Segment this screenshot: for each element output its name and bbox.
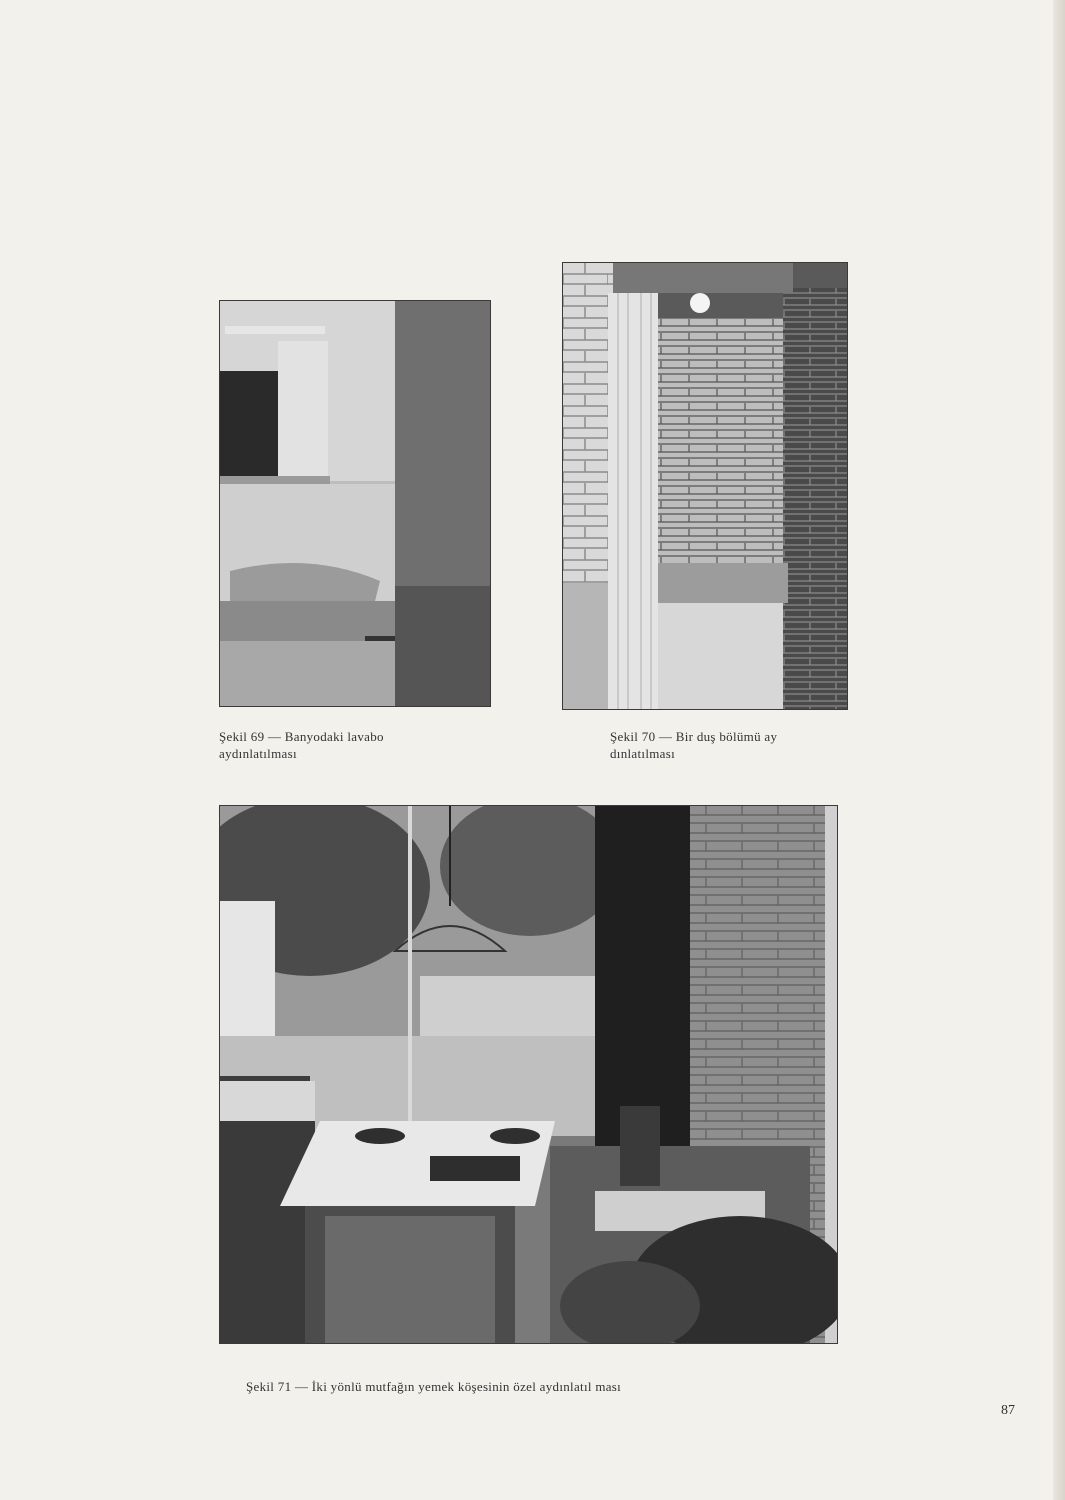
figure-70-caption xyxy=(610,728,850,762)
figure-70-caption-line1: Şekil 70 — Bir duş bölümü ay xyxy=(610,729,778,744)
figure-70-caption-line2: dınlatılması xyxy=(610,746,675,761)
figure-69-caption-line2: aydınlatılması xyxy=(219,746,297,761)
figure-70-photo xyxy=(562,262,848,710)
page-edge xyxy=(1053,0,1065,1500)
figure-71-photo xyxy=(219,805,838,1344)
figure-69-caption xyxy=(219,728,479,762)
figure-71-caption xyxy=(246,1378,866,1395)
page-number: 87 xyxy=(1001,1403,1015,1418)
figure-69-photo xyxy=(219,300,491,707)
figure-69-caption-line1: Şekil 69 — Banyodaki lavabo xyxy=(219,729,384,744)
figure-71-caption-line1: Şekil 71 — İki yönlü mutfağın yemek köşesinin özel aydınlatıl ması xyxy=(246,1379,622,1394)
